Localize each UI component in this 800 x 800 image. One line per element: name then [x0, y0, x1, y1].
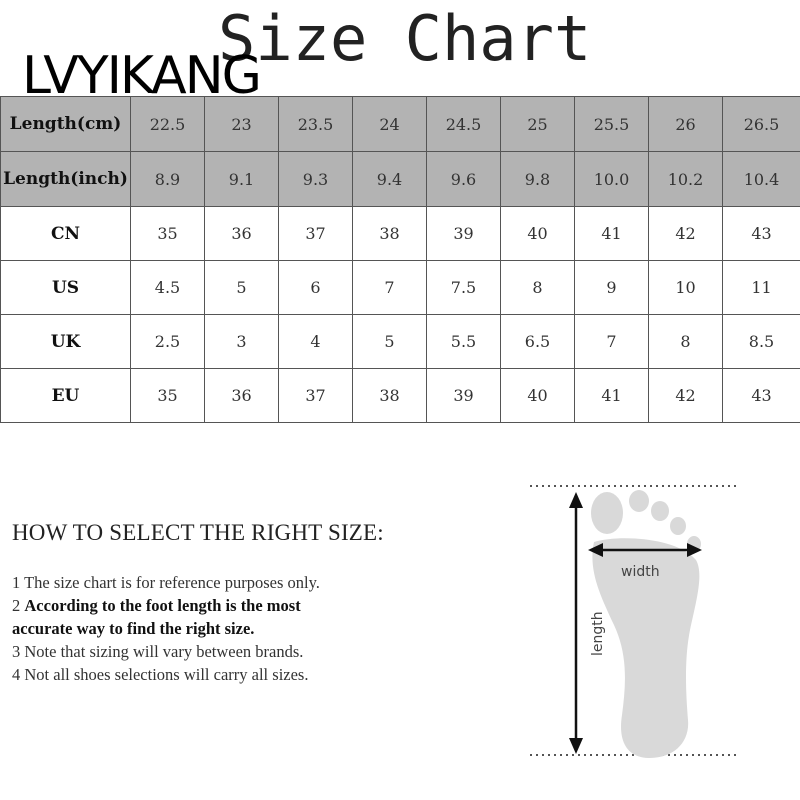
table-cell: 35 — [131, 207, 205, 261]
table-cell: 4 — [279, 315, 353, 369]
table-cell: 36 — [205, 369, 279, 423]
table-cell: 39 — [427, 207, 501, 261]
width-label: width — [621, 564, 660, 580]
table-cell: 38 — [353, 369, 427, 423]
note-2-bold-line-2: accurate way to find the right size. — [12, 619, 255, 638]
table-cell: 7 — [575, 315, 649, 369]
table-cell: 9.3 — [279, 152, 353, 207]
table-cell: 43 — [723, 207, 800, 261]
table-cell: 40 — [501, 369, 575, 423]
table-cell: 6.5 — [501, 315, 575, 369]
table-cell: 5 — [353, 315, 427, 369]
table-cell: 10.0 — [575, 152, 649, 207]
brand-logo: LVYIKANG — [22, 46, 260, 106]
table-cell: 35 — [131, 369, 205, 423]
table-cell: 24.5 — [427, 97, 501, 152]
table-cell: 11 — [723, 261, 800, 315]
table-cell: 8.5 — [723, 315, 800, 369]
table-cell: 43 — [723, 369, 800, 423]
table-cell: 37 — [279, 207, 353, 261]
table-cell: 7.5 — [427, 261, 501, 315]
table-cell: 8.9 — [131, 152, 205, 207]
table-cell: 5.5 — [427, 315, 501, 369]
note-4: 4 Not all shoes selections will carry all sizes. — [12, 665, 309, 684]
table-row — [1, 369, 800, 423]
table-cell: 8 — [649, 315, 723, 369]
how-to-heading: HOW TO SELECT THE RIGHT SIZE: — [12, 520, 384, 545]
table-cell: 26.5 — [723, 97, 800, 152]
table-cell: 3 — [205, 315, 279, 369]
row-label: UK — [1, 315, 131, 369]
table-cell: 41 — [575, 207, 649, 261]
table-cell: 7 — [353, 261, 427, 315]
table-row — [1, 207, 800, 261]
table-row — [1, 315, 800, 369]
size-notes — [12, 571, 412, 686]
page-title: Size Chart — [218, 2, 592, 75]
table-cell: 25.5 — [575, 97, 649, 152]
row-label: US — [1, 261, 131, 315]
table-cell: 9 — [575, 261, 649, 315]
table-cell: 10.2 — [649, 152, 723, 207]
table-cell: 36 — [205, 207, 279, 261]
table-cell: 41 — [575, 369, 649, 423]
table-cell: 40 — [501, 207, 575, 261]
table-cell: 8 — [501, 261, 575, 315]
table-cell: 42 — [649, 207, 723, 261]
length-arrow — [569, 492, 583, 754]
table-cell: 23 — [205, 97, 279, 152]
row-label: Length(cm) — [1, 97, 131, 152]
table-cell: 9.1 — [205, 152, 279, 207]
foot-measure-diagram — [520, 470, 750, 770]
note-2-bold-line-1: According to the foot length is the most — [24, 596, 301, 615]
table-cell: 37 — [279, 369, 353, 423]
table-cell: 2.5 — [131, 315, 205, 369]
row-label: EU — [1, 369, 131, 423]
table-cell: 38 — [353, 207, 427, 261]
table-row — [1, 152, 800, 207]
table-cell: 42 — [649, 369, 723, 423]
size-table — [0, 96, 800, 423]
note-1: 1 The size chart is for reference purposes only. — [12, 573, 320, 592]
note-2-continued — [12, 617, 412, 640]
table-row — [1, 261, 800, 315]
note-2 — [12, 594, 412, 617]
foot-outline-icon — [591, 490, 701, 758]
table-cell: 26 — [649, 97, 723, 152]
note-2-number: 2 — [12, 596, 21, 615]
row-label: CN — [1, 207, 131, 261]
length-label: length — [590, 611, 606, 656]
table-cell: 22.5 — [131, 97, 205, 152]
table-cell: 25 — [501, 97, 575, 152]
table-cell: 6 — [279, 261, 353, 315]
table-cell: 4.5 — [131, 261, 205, 315]
table-cell: 9.4 — [353, 152, 427, 207]
table-cell: 5 — [205, 261, 279, 315]
table-cell: 39 — [427, 369, 501, 423]
note-3: 3 Note that sizing will vary between brands. — [12, 642, 304, 661]
table-cell: 10.4 — [723, 152, 800, 207]
row-label: Length(inch) — [1, 152, 131, 207]
table-cell: 9.8 — [501, 152, 575, 207]
table-cell: 24 — [353, 97, 427, 152]
table-cell: 23.5 — [279, 97, 353, 152]
table-cell: 9.6 — [427, 152, 501, 207]
table-cell: 10 — [649, 261, 723, 315]
